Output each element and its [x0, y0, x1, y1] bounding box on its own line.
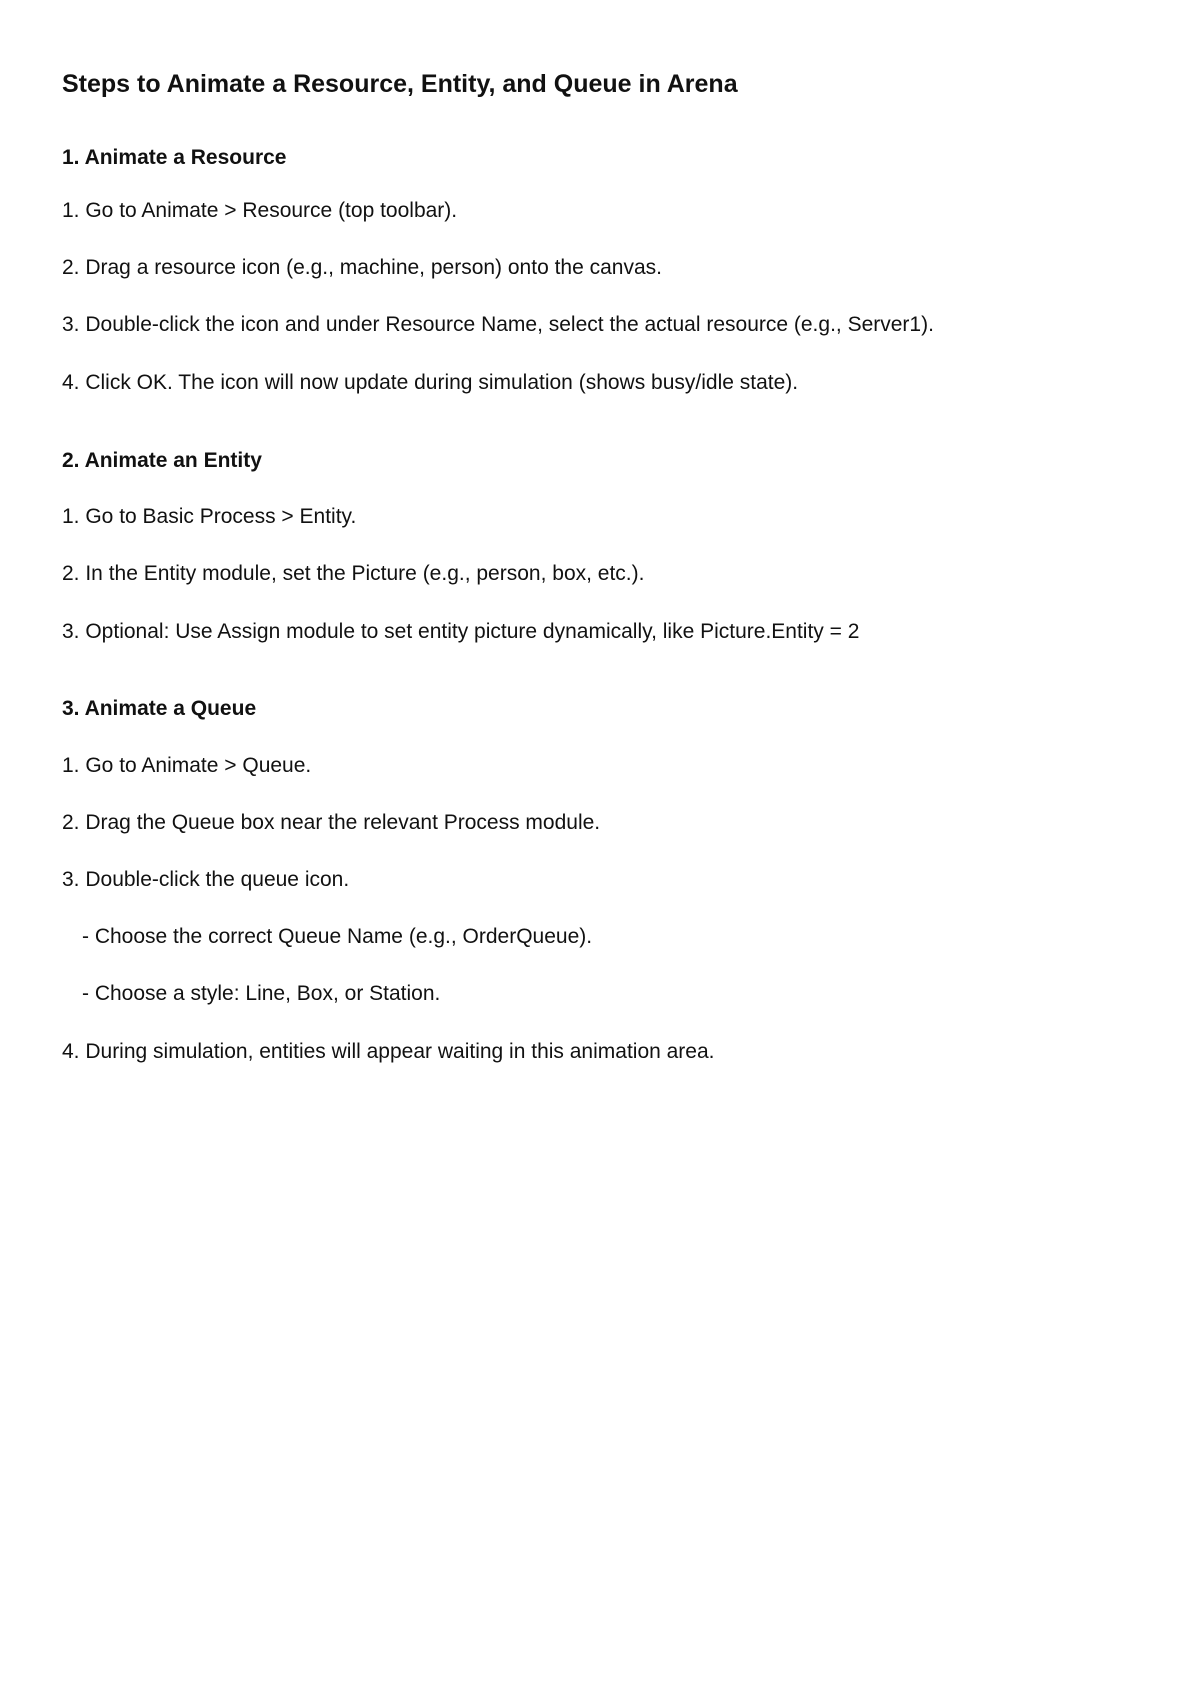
section-heading-queue: 3. Animate a Queue [62, 697, 257, 720]
step-line: 3. Optional: Use Assign module to set entity picture dynamically, like Picture.Entity = 2 [62, 620, 860, 643]
section-heading-entity: 2. Animate an Entity [62, 449, 262, 472]
section-heading-resource: 1. Animate a Resource [62, 146, 287, 169]
step-line: 4. Click OK. The icon will now update during simulation (shows busy/idle state). [62, 371, 799, 394]
step-line: 2. In the Entity module, set the Picture (e.g., person, box, etc.). [62, 562, 645, 585]
step-line: 2. Drag a resource icon (e.g., machine, person) onto the canvas. [62, 256, 662, 279]
step-line: 4. During simulation, entities will appear waiting in this animation area. [62, 1040, 715, 1063]
step-line: 1. Go to Animate > Resource (top toolbar). [62, 199, 458, 222]
step-line: 1. Go to Basic Process > Entity. [62, 505, 357, 528]
document-title: Steps to Animate a Resource, Entity, and Queue in Arena [62, 70, 738, 98]
step-line: 3. Double-click the queue icon. [62, 868, 350, 891]
step-line: 3. Double-click the icon and under Resource Name, select the actual resource (e.g., Server1). [62, 313, 934, 336]
sub-step-line: - Choose a style: Line, Box, or Station. [82, 982, 441, 1005]
sub-step-line: - Choose the correct Queue Name (e.g., OrderQueue). [82, 925, 593, 948]
step-line: 2. Drag the Queue box near the relevant Process module. [62, 811, 601, 834]
step-line: 1. Go to Animate > Queue. [62, 754, 312, 777]
